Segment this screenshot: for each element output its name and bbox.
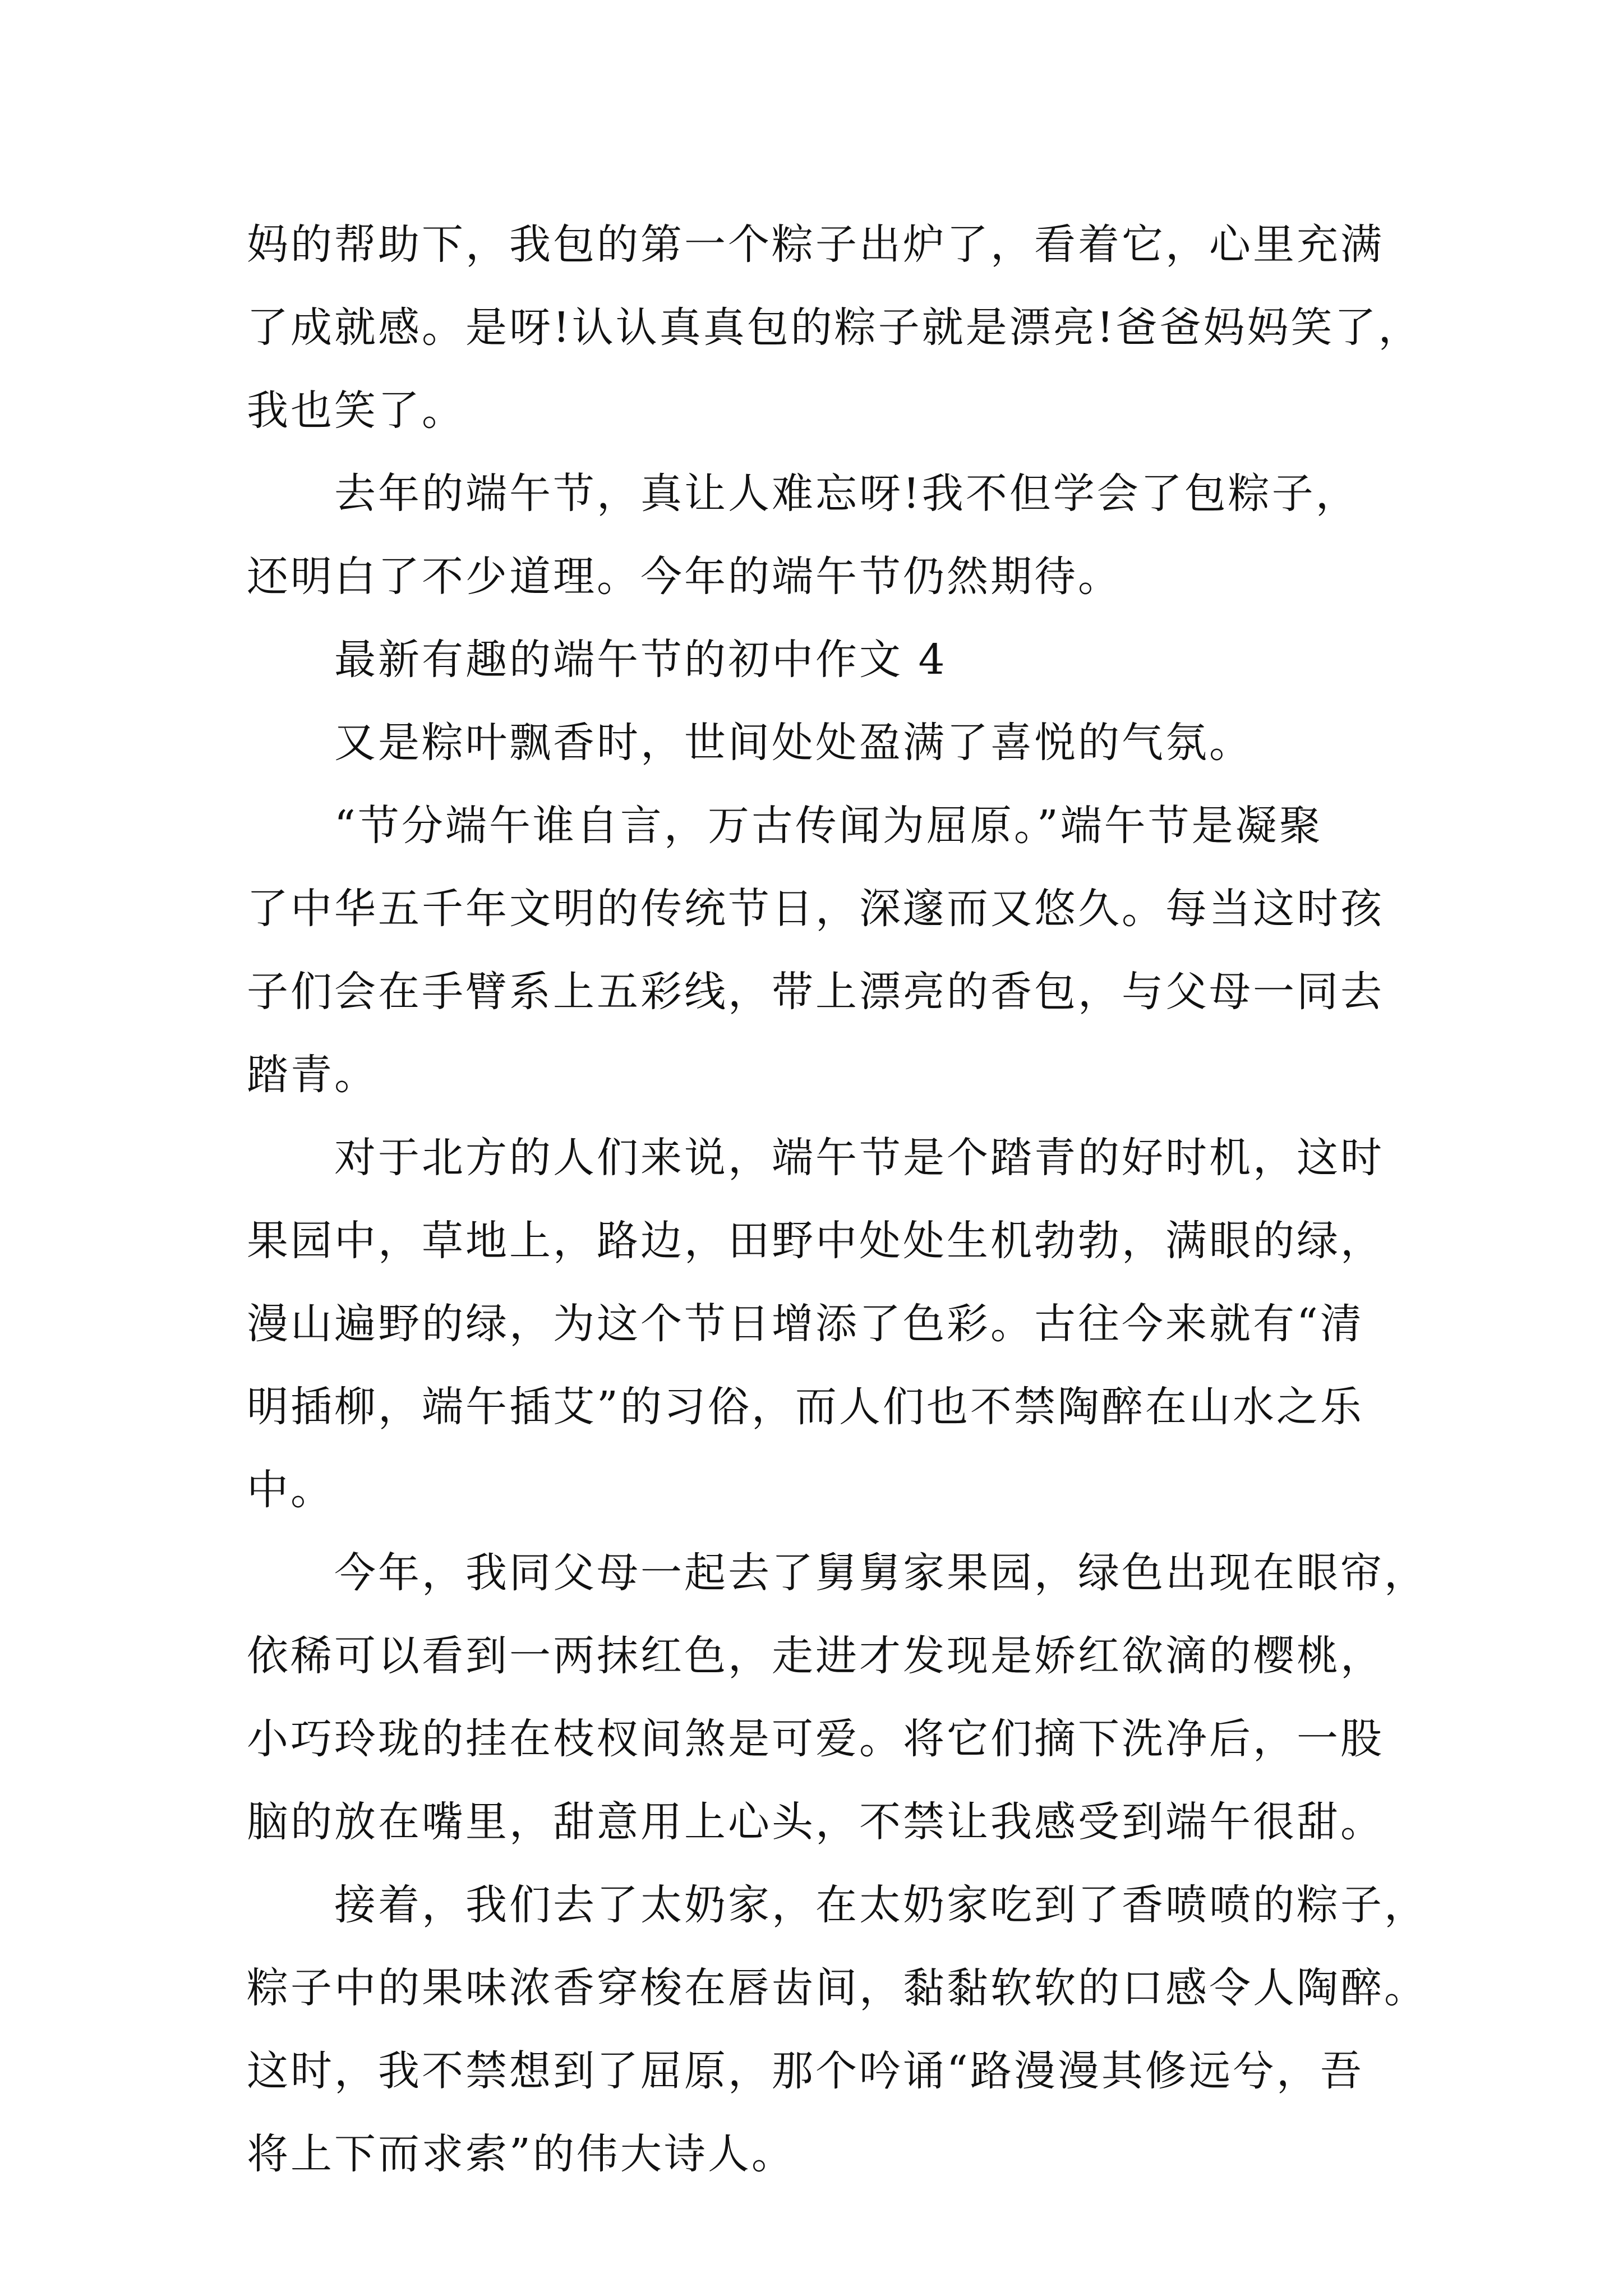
text-line-8: “节分端午谁自言，万古传闻为屈原。”端午节是凝聚 bbox=[334, 802, 1323, 850]
text-line-5: 还明白了不少道理。今年的端午节仍然期待。 bbox=[247, 553, 1122, 601]
text-line-21: 接着，我们去了太奶家，在太奶家吃到了香喷喷的粽子， bbox=[334, 1881, 1428, 1929]
text-line-2: 了成就感。是呀!认认真真包的粽子就是漂亮!爸爸妈妈笑了， bbox=[247, 303, 1422, 352]
text-line-20: 脑的放在嘴里，甜意用上心头，不禁让我感受到端午很甜。 bbox=[247, 1798, 1384, 1846]
text-line-24: 将上下而求索”的伟大诗人。 bbox=[247, 2130, 795, 2178]
text-line-16: 中。 bbox=[247, 1466, 334, 1514]
text-line-18: 依稀可以看到一两抹红色，走进才发现是娇红欲滴的樱桃， bbox=[247, 1632, 1384, 1680]
text-line-22: 粽子中的果味浓香穿梭在唇齿间，黏黏软软的口感令人陶醉。 bbox=[247, 1964, 1428, 2012]
essay-text bbox=[247, 203, 1428, 2196]
text-line-17: 今年，我同父母一起去了舅舅家果园，绿色出现在眼帘， bbox=[334, 1549, 1428, 1597]
text-line-3: 我也笑了。 bbox=[247, 386, 465, 435]
text-line-9: 了中华五千年文明的传统节日，深邃而又悠久。每当这时孩 bbox=[247, 885, 1384, 933]
text-line-13: 果园中，草地上，路边，田野中处处生机勃勃，满眼的绿， bbox=[247, 1217, 1384, 1265]
text-line-12: 对于北方的人们来说，端午节是个踏青的好时机，这时 bbox=[334, 1134, 1384, 1182]
text-line-7: 又是粽叶飘香时，世间处处盈满了喜悦的气氛。 bbox=[334, 719, 1253, 767]
section-heading: 最新有趣的端午节的初中作文 4 bbox=[334, 636, 947, 684]
text-line-4: 去年的端午节，真让人难忘呀!我不但学会了包粽子， bbox=[334, 470, 1359, 518]
text-line-15: 明插柳，端午插艾”的习俗，而人们也不禁陶醉在山水之乐 bbox=[247, 1383, 1364, 1431]
text-line-1: 妈的帮助下，我包的第一个粽子出炉了，看着它，心里充满 bbox=[247, 220, 1384, 269]
text-line-10: 子们会在手臂系上五彩线，带上漂亮的香包，与父母一同去 bbox=[247, 968, 1384, 1016]
text-line-23: 这时，我不禁想到了屈原，那个吟诵“路漫漫其修远兮，吾 bbox=[247, 2047, 1364, 2095]
text-line-19: 小巧玲珑的挂在枝杈间煞是可爱。将它们摘下洗净后，一股 bbox=[247, 1715, 1384, 1763]
text-line-14: 漫山遍野的绿，为这个节日增添了色彩。古往今来就有“清 bbox=[247, 1300, 1364, 1348]
text-line-11: 踏青。 bbox=[247, 1051, 378, 1099]
